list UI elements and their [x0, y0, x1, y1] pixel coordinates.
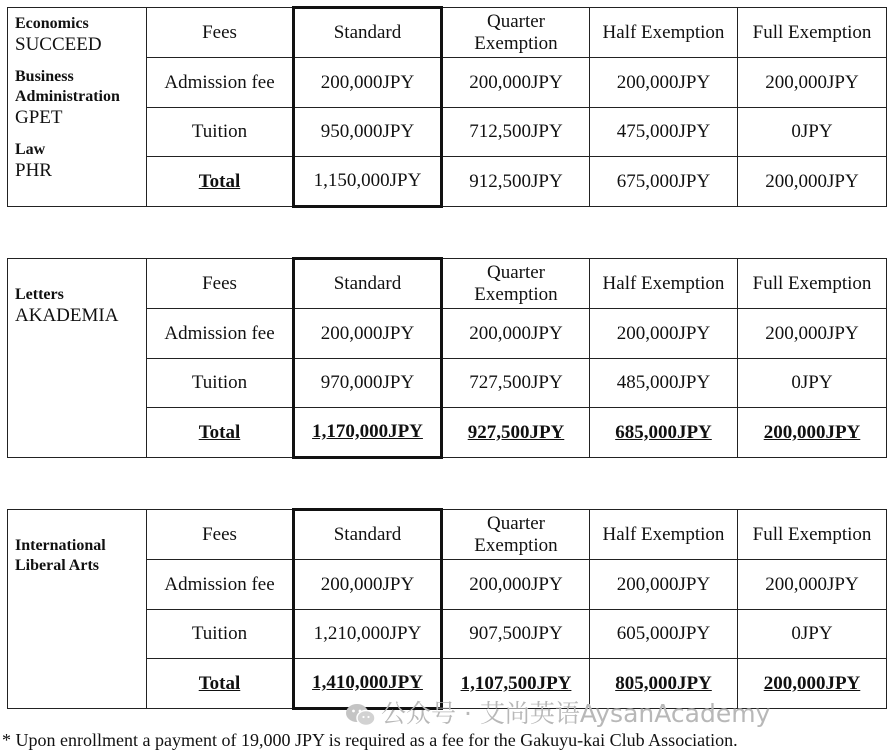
cell-standard: 1,150,000JPY [294, 157, 442, 207]
cell-standard: 1,410,000JPY [294, 659, 442, 709]
cell-half: 805,000JPY [590, 659, 738, 709]
cell-half: 200,000JPY [590, 560, 738, 610]
cell-quarter: 927,500JPY [442, 408, 590, 458]
cell-full: 200,000JPY [738, 58, 887, 108]
program-code: GPET [15, 107, 63, 128]
program-letters [15, 285, 146, 326]
header-quarter-exemption: Quarter Exemption [442, 510, 590, 560]
cell-half: 200,000JPY [590, 58, 738, 108]
cell-half: 675,000JPY [590, 157, 738, 207]
cell-full: 200,000JPY [738, 157, 887, 207]
program-law [15, 140, 146, 181]
cell-quarter: 200,000JPY [442, 560, 590, 610]
header-standard: Standard [294, 259, 442, 309]
cell-quarter: 200,000JPY [442, 309, 590, 359]
header-fees: Fees [147, 259, 294, 309]
footnote: * Upon enrollment a payment of 19,000 JPY is required as a fee for the Gakuyu-kai Club Association. [2, 730, 738, 750]
watermark-text: 公众号 · 艾尚英语AysanAcademy [381, 699, 771, 728]
cell-half: 200,000JPY [590, 309, 738, 359]
program-name: Economics [15, 15, 89, 32]
cell-standard: 1,170,000JPY [294, 408, 442, 458]
program-international-liberal-arts [15, 536, 135, 576]
header-full-exemption: Full Exemption [738, 510, 887, 560]
program-economics [15, 14, 146, 55]
program-name: Business Administration [15, 68, 120, 105]
program-code: SUCCEED [15, 34, 102, 55]
cell-full: 0JPY [738, 610, 887, 659]
row-label-total: Total [147, 659, 294, 709]
cell-standard: 200,000JPY [294, 560, 442, 610]
cell-quarter: 712,500JPY [442, 108, 590, 157]
program-cell [8, 8, 147, 207]
cell-full: 0JPY [738, 108, 887, 157]
cell-standard: 950,000JPY [294, 108, 442, 157]
program-business [15, 67, 146, 128]
row-label: Admission fee [147, 58, 294, 108]
row-label: Tuition [147, 359, 294, 408]
program-code: PHR [15, 160, 52, 181]
cell-quarter: 907,500JPY [442, 610, 590, 659]
row-label: Tuition [147, 610, 294, 659]
header-full-exemption: Full Exemption [738, 259, 887, 309]
header-full-exemption: Full Exemption [738, 8, 887, 58]
program-cell [8, 510, 147, 709]
watermark [345, 694, 770, 730]
cell-half: 485,000JPY [590, 359, 738, 408]
cell-half: 605,000JPY [590, 610, 738, 659]
fee-table-international-liberal-arts [7, 508, 887, 710]
header-standard: Standard [294, 510, 442, 560]
cell-half: 685,000JPY [590, 408, 738, 458]
header-quarter-exemption: Quarter Exemption [442, 8, 590, 58]
program-name: International Liberal Arts [15, 537, 106, 574]
cell-standard: 970,000JPY [294, 359, 442, 408]
header-fees: Fees [147, 510, 294, 560]
cell-full: 0JPY [738, 359, 887, 408]
cell-quarter: 912,500JPY [442, 157, 590, 207]
row-label: Admission fee [147, 560, 294, 610]
program-name: Law [15, 141, 46, 158]
cell-standard: 200,000JPY [294, 309, 442, 359]
cell-full: 200,000JPY [738, 560, 887, 610]
program-code: AKADEMIA [15, 305, 119, 326]
header-half-exemption: Half Exemption [590, 8, 738, 58]
header-half-exemption: Half Exemption [590, 510, 738, 560]
cell-half: 475,000JPY [590, 108, 738, 157]
cell-full: 200,000JPY [738, 659, 887, 709]
header-quarter-exemption: Quarter Exemption [442, 259, 590, 309]
cell-standard: 1,210,000JPY [294, 610, 442, 659]
header-half-exemption: Half Exemption [590, 259, 738, 309]
fee-table-economics-business-law [7, 6, 887, 208]
cell-quarter: 727,500JPY [442, 359, 590, 408]
cell-full: 200,000JPY [738, 309, 887, 359]
cell-full: 200,000JPY [738, 408, 887, 458]
fee-table-letters [7, 257, 887, 459]
cell-standard: 200,000JPY [294, 58, 442, 108]
row-label: Admission fee [147, 309, 294, 359]
row-label: Tuition [147, 108, 294, 157]
cell-quarter: 200,000JPY [442, 58, 590, 108]
header-fees: Fees [147, 8, 294, 58]
program-name: Letters [15, 286, 64, 303]
row-label-total: Total [147, 408, 294, 458]
wechat-icon [345, 702, 377, 728]
row-label-total: Total [147, 157, 294, 207]
header-standard: Standard [294, 8, 442, 58]
cell-quarter: 1,107,500JPY [442, 659, 590, 709]
program-cell [8, 259, 147, 458]
